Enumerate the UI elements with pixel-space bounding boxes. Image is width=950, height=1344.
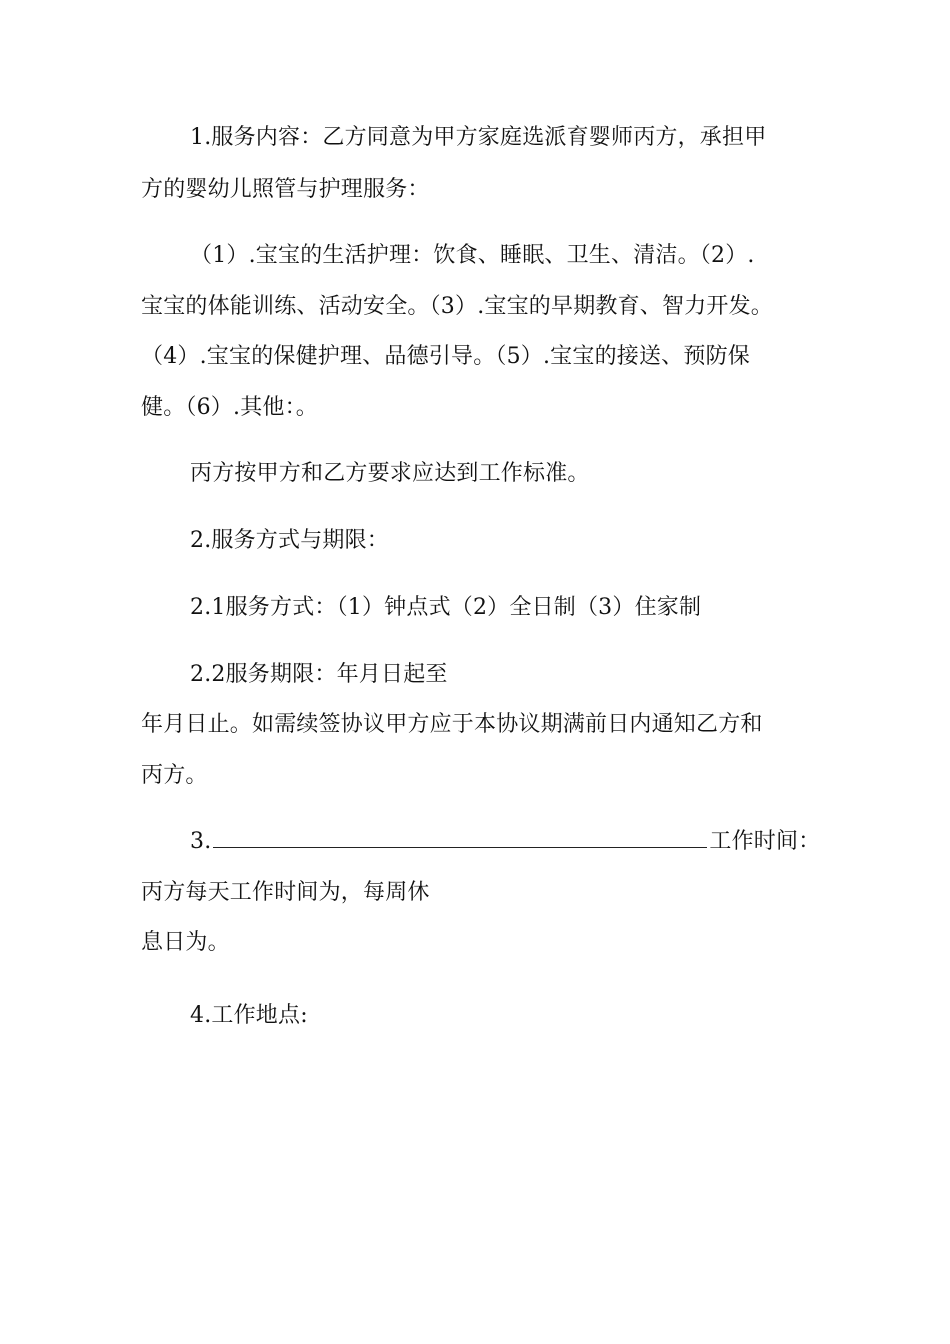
section2-title: 2.服务方式与期限： (190, 528, 389, 553)
work-standard-paragraph: 丙方按甲方和乙方要求应达到工作标准。 (190, 461, 590, 486)
section3-label: 工作时间： (709, 829, 821, 854)
section4-title: 4.工作地点: (190, 1003, 308, 1028)
service-period-line3: 丙方。 (141, 763, 208, 788)
service-period-line1: 2.2服务期限：年月日起至 (190, 662, 448, 687)
fill-in-blank-line (213, 829, 707, 848)
service-items-line3: （4）.宝宝的保健护理、品德引导。（5）.宝宝的接送、预防保 (141, 344, 750, 369)
section3-line2: 丙方每天工作时间为，每周休 (141, 880, 430, 905)
service-period-line2: 年月日止。如需续签协议甲方应于本协议期满前日内通知乙方和 (141, 712, 763, 737)
service-items-line1: （1）.宝宝的生活护理：饮食、睡眠、卫生、清洁。（2）. (190, 243, 755, 268)
service-items-line2: 宝宝的体能训练、活动安全。（3）.宝宝的早期教育、智力开发。 (141, 294, 773, 319)
service-items-line4: 健。（6）.其他：。 (141, 395, 318, 420)
section3-line3: 息日为。 (141, 930, 230, 955)
service-method-paragraph: 2.1服务方式：（1）钟点式（2）全日制（3）住家制 (190, 595, 702, 620)
section1-line2: 方的婴幼儿照管与护理服务： (141, 177, 430, 202)
section3-number: 3. (190, 829, 212, 854)
section1-line1: 1.服务内容：乙方同意为甲方家庭选派育婴师丙方，承担甲 (190, 125, 767, 150)
section3-line1 (190, 829, 820, 855)
